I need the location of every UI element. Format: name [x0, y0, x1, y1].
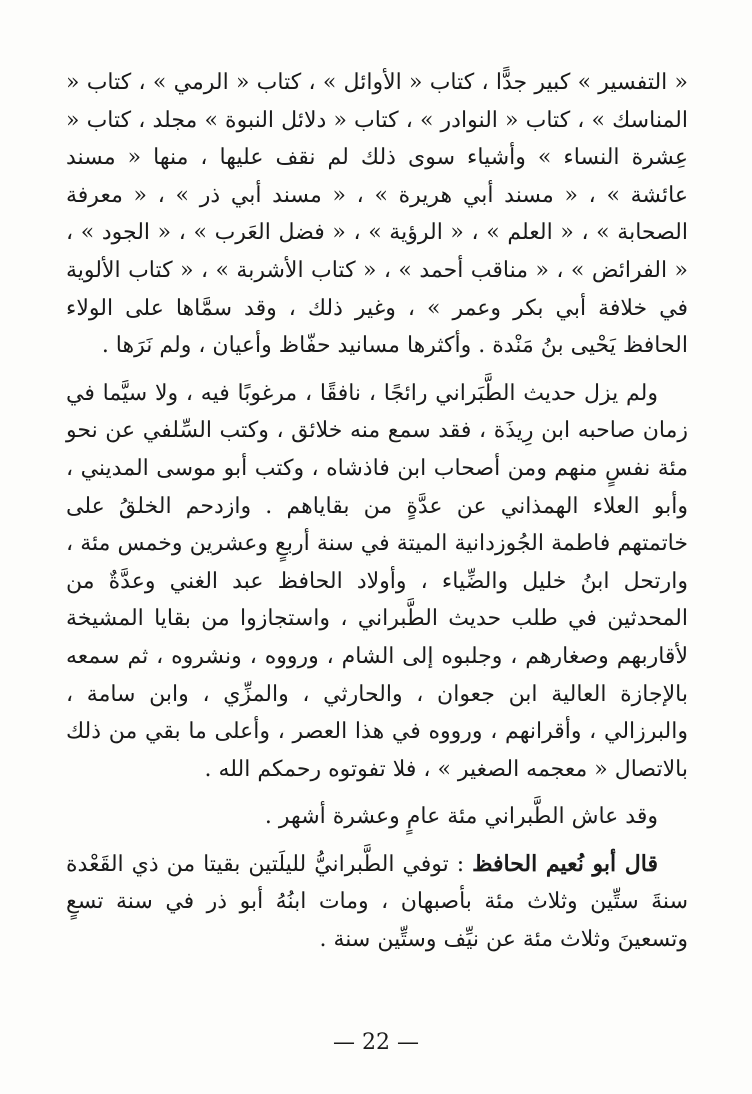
paragraph-book-list — [66, 64, 688, 365]
paragraph-lead: قال أبو نُعيم الحافظ — [472, 850, 658, 877]
paragraph-death — [66, 846, 688, 959]
paragraph-transmission — [66, 375, 688, 789]
page-number: — 22 — — [333, 1030, 419, 1055]
paragraph-text: « التفسير » كبير جدًّا ، كتاب « الأوائل » ، كتاب « الرمي » ، كتاب « المناسك » ، كتاب « النوادر » ، كتاب « دلائل النبوة » مجلد ، كتاب « عِشرة النساء » وأشياء سوى ذلك لم نقف عليها ، منها « مسند عائشة » ، « مسند أبي هريرة » ، « مسند أبي ذر » ، « معرفة الصحابة » ، « العلم » ، « الرؤية » ، « فضل العَرب » ، « الجود » ، « الفرائض » ، « مناقب أحمد » ، « كتاب الأشربة » ، « كتاب الألوية في خلافة أبي بكر وعمر » ، وغير ذلك ، وقد سمَّاها على الولاء الحافظ يَحْيى بنُ مَنْدة . وأكثرها مسانيد حفّاظ وأعيان ، ولم نَرَها . — [66, 70, 688, 359]
paragraph-text: ولم يزل حديث الطَّبَراني رائجًا ، نافقًا ، مرغوبًا فيه ، ولا سيَّما في زمان صاحبه ابن رِيذَة ، فقد سمع منه خلائق ، وكتب السِّلفي عن نحو مئة نفسٍ منهم ومن أصحاب ابن فاذشاه ، وكتب أبو موسى المديني ، وأبو العلاء الهمذاني عن عدَّةٍ من بقاياهم . وازدحم الخلقُ على خاتمتهم فاطمة الجُوزدانية الميتة في سنة أربعٍ وعشرين وخمس مئة ، وارتحل ابنُ خليل والضِّياء ، وأولاد الحافظ عبد الغني وعدَّةٌ من المحدثين في طلب حديث الطَّبراني ، واستجازوا من بقايا المشيخة لأقاربهم وصغارهم ، وجلبوه إلى الشام ، ورووه ، ونشروه ، ثم سمعه بالإجازة العالية ابن جعوان ، والحارثي ، والمزِّي ، وابن سامة ، والبرزالي ، وأقرانهم ، ورووه في هذا العصر ، وأعلى ما بقي من ذلك بالاتصال « معجمه الصغير » ، فلا تفوتوه رحمكم الله . — [66, 380, 688, 782]
paragraph-text: : توفي الطَّبرانيُّ لليلَتين بقيتا من ذي القَعْدة سنةَ ستِّين وثلاث مئة بأصبهان ، ومات ابنُهُ أبو ذر في سنة تسعٍ وتسعينَ وثلاث مئة عن نيِّف وستِّين سنة . — [66, 851, 688, 953]
paragraph-text: وقد عاش الطَّبراني مئة عامٍ وعشرة أشهر . — [264, 804, 658, 830]
paragraph-lifespan — [66, 798, 688, 836]
